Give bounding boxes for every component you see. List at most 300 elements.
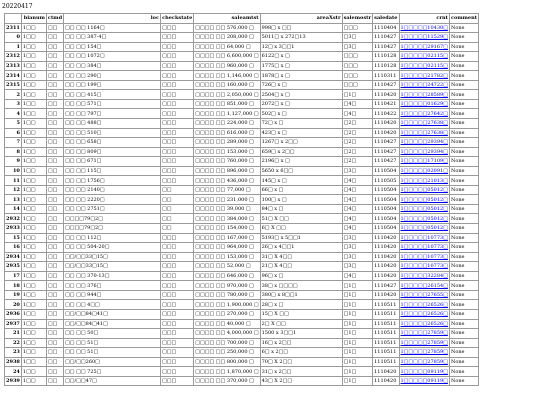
- table-row: [5, 357, 479, 367]
- crnt-link[interactable]: 1□□□□□05012□: [400, 215, 448, 222]
- table-cell: 1□□: [21, 52, 46, 62]
- table-cell: □2□: [342, 157, 373, 167]
- table-cell: □□□: [342, 52, 373, 62]
- table-cell: □□□□ □□ 851,000 □: [194, 99, 260, 109]
- crnt-link[interactable]: 1□□□□□17109□: [400, 158, 448, 165]
- table-cell: □□: [46, 338, 63, 348]
- table-cell: 2936: [6, 311, 20, 318]
- table-cell: 1□□: [21, 290, 46, 300]
- table-cell: None: [449, 71, 478, 81]
- table-cell: □□: [46, 128, 63, 138]
- table-cell: 10: [5, 166, 22, 176]
- table-row: [5, 185, 479, 195]
- crnt-link[interactable]: 1□□□□□05012□: [400, 187, 448, 194]
- crnt-link[interactable]: 1□□□□□05012□: [400, 196, 448, 203]
- table-cell: 1□□: [21, 357, 46, 367]
- table-cell: 100□ x □: [260, 195, 342, 205]
- table-cell: □1□: [342, 357, 373, 367]
- table-cell: 1110420: [373, 128, 399, 138]
- table-cell: 2934: [6, 253, 20, 260]
- table-cell: □□□: [161, 329, 194, 339]
- table-cell: 16□ x 2□□: [260, 338, 342, 348]
- table-cell: □□: [46, 367, 63, 377]
- table-cell: None: [449, 290, 478, 300]
- table-cell: None: [449, 376, 478, 386]
- table-cell: □□□: [342, 23, 373, 33]
- table-cell: 1267□ x 2□□: [260, 138, 342, 148]
- table-cell: 1□□: [21, 157, 46, 167]
- crnt-link[interactable]: 1□□□□□21782□: [400, 72, 448, 79]
- table-cell: □3□: [342, 33, 373, 43]
- table-cell: □□ □□ 1164□: [64, 23, 161, 33]
- table-cell: □□□: [161, 281, 194, 291]
- crnt-link[interactable]: 1□□□□□27859□: [400, 358, 448, 365]
- table-cell: □□: [46, 52, 63, 62]
- crnt-link[interactable]: 1□□□□□01629□: [400, 101, 448, 108]
- table-cell: 1□□: [21, 42, 46, 52]
- table-cell: 1110511: [373, 348, 399, 358]
- table-row: [5, 90, 479, 100]
- table-cell: 1110420: [373, 243, 399, 253]
- table-row: [5, 80, 479, 90]
- table-cell: None: [449, 109, 478, 119]
- table-cell: 5011□ x 272□13: [260, 33, 342, 43]
- table-body: [5, 23, 479, 386]
- table-cell: □□: [46, 80, 63, 90]
- crnt-link[interactable]: 1□□□□□27859□: [400, 330, 448, 337]
- table-cell: □□□□ □□ 960,000 □: [194, 61, 260, 71]
- table-row: [5, 61, 479, 71]
- table-cell: 1110427: [373, 157, 399, 167]
- table-cell: 145□ x □: [260, 176, 342, 186]
- table-cell: □□: [46, 214, 63, 224]
- table-cell: 1□□: [21, 300, 46, 310]
- crnt-link[interactable]: 1□□□□□27655□: [400, 292, 448, 299]
- table-cell: □□: [161, 204, 194, 214]
- table-row: [5, 376, 479, 386]
- table-cell: □4□: [342, 99, 373, 109]
- table-cell: None: [449, 185, 478, 195]
- table-cell: □1□: [342, 290, 373, 300]
- table-cell: 1775□ x □: [260, 61, 342, 71]
- table-cell: □1□: [342, 376, 373, 386]
- table-cell: 1□□: [21, 233, 46, 243]
- table-row: [5, 176, 479, 186]
- table-cell: □1□: [342, 367, 373, 377]
- table-row: [5, 338, 479, 348]
- column-header: [5, 14, 22, 24]
- table-cell: 1110420: [373, 290, 399, 300]
- table-cell: 22: [5, 338, 22, 348]
- table-cell: □□ □□ 376□: [64, 281, 161, 291]
- table-row: [5, 99, 479, 109]
- table-cell: 1□□: [21, 348, 46, 358]
- table-cell: None: [449, 138, 478, 148]
- table-cell: 6122□ x □: [260, 52, 342, 62]
- table-cell: □□□□ □□ 154,000 □: [194, 224, 260, 234]
- table-cell: 1□□: [21, 214, 46, 224]
- table-cell: □□□□ □□ 39,000 □: [194, 204, 260, 214]
- crnt-link[interactable]: 1□□□□□10773□: [400, 263, 448, 270]
- table-cell: □□□: [161, 61, 194, 71]
- table-cell: 1□□: [21, 33, 46, 43]
- table-cell: 423□ x □: [260, 128, 342, 138]
- table-row: [5, 195, 479, 205]
- table-cell: 1□□: [21, 166, 46, 176]
- table-cell: □□□□ □□ 231,000 □: [194, 195, 260, 205]
- table-cell: 1□□: [21, 90, 46, 100]
- table-cell: 11: [5, 176, 22, 186]
- table-cell: 2935: [6, 263, 20, 270]
- table-cell: □□ □□ 50□: [64, 329, 161, 339]
- table-cell: □□: [46, 290, 63, 300]
- table-cell: □□ □□ 2751□: [64, 204, 161, 214]
- table-cell: None: [449, 300, 478, 310]
- table-cell: □□ □□ 809□: [64, 147, 161, 157]
- table-cell: □□: [46, 329, 63, 339]
- table-cell: None: [449, 357, 478, 367]
- table-cell: □1□: [342, 300, 373, 310]
- table-cell: 1□□: [21, 119, 46, 129]
- crnt-link[interactable]: 1□□□□□02115□: [400, 63, 448, 69]
- table-cell: 1□□: [21, 61, 46, 71]
- table-cell: 1110420: [373, 233, 399, 243]
- crnt-link[interactable]: 1□□□□□05012□: [400, 225, 448, 232]
- table-cell: 1□□: [21, 271, 46, 281]
- crnt-link[interactable]: 1□□□□□10773□: [400, 234, 448, 241]
- table-cell: □□□: [161, 176, 194, 186]
- table-cell: 21: [5, 329, 22, 339]
- table-cell: None: [449, 224, 478, 234]
- table-cell: □□□□ □□ 800,000 □: [194, 357, 260, 367]
- table-cell: □□: [161, 224, 194, 234]
- table-cell: □□□□ □□ 77,000 □: [194, 185, 260, 195]
- column-header: salemostr: [343, 15, 372, 22]
- table-cell: 1□□: [21, 147, 46, 157]
- table-cell: 6□ X □□: [260, 224, 342, 234]
- table-cell: 1□□: [21, 262, 46, 272]
- table-row: [5, 243, 479, 253]
- table-cell: □□□: [161, 23, 194, 33]
- crnt-link[interactable]: 1□□□□□10773□: [400, 244, 448, 251]
- table-cell: □□□□79□2□: [64, 214, 161, 224]
- table-cell: □□□: [161, 52, 194, 62]
- data-table: [4, 13, 479, 386]
- table-cell: □□ □□ 51□: [64, 338, 161, 348]
- crnt-link[interactable]: 1□□□□□05012□: [400, 206, 448, 213]
- table-cell: None: [449, 157, 478, 167]
- table-cell: □□□□ □□ 896,000 □: [194, 166, 260, 176]
- table-cell: 1□□: [21, 329, 46, 339]
- table-cell: □□ □□ 1072□: [64, 52, 161, 62]
- table-cell: 2314: [6, 72, 20, 79]
- table-cell: □□ □□ 370-13□: [64, 271, 161, 281]
- crnt-link[interactable]: 1□□□□□27859□: [400, 349, 448, 356]
- column-header: saleamtst: [194, 14, 260, 24]
- table-cell: 2313: [6, 63, 20, 69]
- table-cell: 1110427: [373, 80, 399, 90]
- table-row: [5, 329, 479, 339]
- table-cell: □□□□ □□ 40,000 □: [194, 319, 260, 329]
- table-cell: □□: [46, 33, 63, 43]
- table-cell: □□□□ □□ 1,900,000 □: [195, 301, 259, 308]
- table-cell: □□□□ □□ 224,000 □: [194, 119, 260, 129]
- table-cell: □□□: [342, 61, 373, 71]
- table-cell: □1□: [342, 281, 373, 291]
- crnt-link[interactable]: 1□□□□□10430□: [400, 24, 448, 31]
- table-cell: □□□: [161, 309, 194, 319]
- table-row: [5, 290, 479, 300]
- table-cell: 1□□: [21, 185, 46, 195]
- table-cell: 20: [5, 300, 22, 310]
- table-cell: □□□: [161, 90, 194, 100]
- table-cell: 0: [5, 33, 22, 43]
- table-cell: □□: [46, 348, 63, 358]
- table-cell: 1110427: [373, 147, 399, 157]
- table-cell: 9: [5, 157, 22, 167]
- table-cell: □□: [46, 262, 63, 272]
- table-cell: 1110505: [373, 176, 399, 186]
- table-cell: None: [449, 99, 478, 109]
- table-cell: 1110128: [373, 52, 399, 62]
- table-cell: □□: [46, 185, 63, 195]
- table-cell: None: [449, 166, 478, 176]
- table-cell: □□□□ □□ 1,146,000 □: [195, 72, 259, 79]
- table-cell: □□□□ □□ 153,000 □: [194, 147, 260, 157]
- table-cell: 15: [5, 233, 22, 243]
- table-cell: □□□□ □□ 780,000 □: [194, 290, 260, 300]
- table-cell: 1110504: [373, 195, 399, 205]
- table-cell: 7: [5, 138, 22, 148]
- table-cell: □□: [161, 195, 194, 205]
- crnt-link[interactable]: 1□□□□□32284□: [400, 273, 448, 280]
- crnt-link[interactable]: 1□□□□□27638□: [400, 129, 448, 136]
- table-cell: None: [449, 329, 478, 339]
- table-row: [5, 157, 479, 167]
- table-cell: 1□□: [21, 99, 46, 109]
- table-cell: None: [449, 42, 478, 52]
- table-cell: □□□: [161, 338, 194, 348]
- table-cell: 1110420: [373, 252, 399, 262]
- crnt-link[interactable]: 1□□□□□28589□: [400, 91, 448, 98]
- table-cell: □2□: [342, 138, 373, 148]
- table-cell: None: [449, 61, 478, 71]
- table-row: [5, 204, 479, 214]
- table-cell: None: [449, 252, 478, 262]
- crnt-link[interactable]: 1□□□□□27642□: [400, 110, 448, 117]
- table-cell: 2072□ x □: [260, 99, 342, 109]
- crnt-link[interactable]: 1□□□□□27859□: [400, 339, 448, 346]
- table-cell: 84□ x □: [260, 204, 342, 214]
- crnt-link[interactable]: 1□□□□□10773□: [400, 253, 448, 260]
- table-cell: □□□: [161, 147, 194, 157]
- table-cell: None: [449, 23, 478, 33]
- table-row: [5, 147, 479, 157]
- table-cell: □1□: [342, 329, 373, 339]
- table-cell: 26□ x 4□□1: [260, 243, 342, 253]
- table-cell: □□: [46, 157, 63, 167]
- crnt-link[interactable]: 1□□□□□09119□: [400, 378, 448, 385]
- table-cell: 1□□: [21, 224, 46, 234]
- table-cell: 24: [5, 367, 22, 377]
- table-row: [5, 42, 479, 52]
- table-cell: 2932: [6, 215, 20, 222]
- table-cell: 1110511: [373, 300, 399, 310]
- table-cell: □□: [46, 319, 63, 329]
- table-cell: 2312: [6, 53, 20, 60]
- crnt-link[interactable]: 1□□□□□11529□: [400, 34, 448, 41]
- table-cell: 2311: [6, 24, 20, 31]
- table-cell: 1□□: [21, 319, 46, 329]
- table-cell: □□□: [161, 271, 194, 281]
- table-cell: □□□: [161, 300, 194, 310]
- table-cell: □□□□ □□ 208,000 □: [194, 33, 260, 43]
- crnt-link[interactable]: 1□□□□□02091□: [400, 168, 448, 175]
- table-cell: None: [449, 338, 478, 348]
- table-cell: □□□: [342, 71, 373, 81]
- table-cell: □□: [46, 176, 63, 186]
- table-cell: 1□□: [21, 252, 46, 262]
- table-cell: 31□ X 4□□: [260, 252, 342, 262]
- table-cell: 21□ X 4□□: [260, 262, 342, 272]
- table-cell: 2315: [6, 82, 20, 89]
- page-caption: 20220417: [2, 3, 33, 10]
- table-cell: □3□: [342, 243, 373, 253]
- table-row: [5, 71, 479, 81]
- table-cell: None: [449, 309, 478, 319]
- table-cell: 1110404: [373, 23, 399, 33]
- table-cell: 1110504: [373, 204, 399, 214]
- table-cell: None: [449, 243, 478, 253]
- table-cell: □□: [46, 23, 63, 33]
- table-cell: □□□□ □□ 1,127,000 □: [195, 110, 259, 117]
- table-cell: 1878□ x □: [260, 71, 342, 81]
- table-cell: □□: [161, 185, 194, 195]
- table-cell: 1110311: [373, 71, 399, 81]
- table-cell: □□□□ □□ 760,000 □: [194, 157, 260, 167]
- table-cell: 1□□: [21, 109, 46, 119]
- table-cell: 1□□: [21, 80, 46, 90]
- table-cell: □□: [46, 281, 63, 291]
- table-cell: □□ □□ 2220□: [64, 195, 161, 205]
- table-cell: 1110421: [373, 99, 399, 109]
- table-cell: 1110511: [373, 338, 399, 348]
- table-cell: □□□□ □□ 52,000 □: [194, 262, 260, 272]
- table-cell: □□□: [342, 80, 373, 90]
- table-cell: None: [449, 128, 478, 138]
- table-cell: 14: [5, 204, 22, 214]
- crnt-link[interactable]: 1□□□□□29394□: [400, 148, 448, 155]
- table-cell: □3□: [342, 42, 373, 52]
- table-cell: □□□□ □□ 270,000 □: [194, 309, 260, 319]
- crnt-link[interactable]: 1□□□□□29167□: [400, 43, 448, 50]
- table-cell: □□□□ □□ 436,000 □: [194, 176, 260, 186]
- table-cell: □□ □□ 415□: [64, 90, 161, 100]
- table-cell: □□□: [161, 71, 194, 81]
- table-cell: 18: [5, 281, 22, 291]
- table-cell: 998□ x □□: [260, 23, 342, 33]
- column-header: comment: [450, 15, 478, 22]
- crnt-link[interactable]: 1□□□□□26526□: [400, 320, 448, 327]
- table-cell: 8: [5, 147, 22, 157]
- table-cell: 1110420: [373, 376, 399, 386]
- table-cell: □□□□ □□ 576,000 □: [194, 23, 260, 33]
- crnt-link[interactable]: 1□□□□□21013□: [400, 177, 448, 184]
- table-cell: □□□: [161, 119, 194, 129]
- table-cell: □□□□ □□ 616,000 □: [194, 128, 260, 138]
- crnt-link[interactable]: 1□□□□□27638□: [400, 120, 448, 127]
- table-cell: □□: [46, 90, 63, 100]
- table-cell: 1110511: [373, 357, 399, 367]
- table-cell: 15□ X □□: [260, 309, 342, 319]
- table-cell: □□□: [161, 290, 194, 300]
- table-cell: □3□: [342, 233, 373, 243]
- crnt-link[interactable]: 1□□□□□26526□: [400, 301, 448, 308]
- table-cell: 1110504: [373, 214, 399, 224]
- table-cell: □3□: [342, 166, 373, 176]
- crnt-link[interactable]: 1□□□□□02115□: [400, 53, 448, 60]
- table-cell: 4: [5, 109, 22, 119]
- crnt-link[interactable]: 1□□□□□26526□: [400, 311, 448, 318]
- column-header: ctmd: [47, 15, 63, 22]
- table-row: [5, 128, 479, 138]
- crnt-link[interactable]: 1□□□□□09119□: [400, 368, 448, 375]
- table-cell: □3□: [342, 252, 373, 262]
- table-cell: 28□ x □: [260, 300, 342, 310]
- table-cell: □3□: [342, 262, 373, 272]
- table-cell: □□□: [161, 348, 194, 358]
- table-cell: □□□□ □□ 646,000 □: [194, 271, 260, 281]
- table-row: [5, 33, 479, 43]
- table-cell: None: [449, 348, 478, 358]
- table-cell: 72□ x □: [260, 119, 342, 129]
- table-cell: 1110504: [373, 166, 399, 176]
- table-cell: □□ □□ 4□□: [64, 300, 161, 310]
- table-row: [5, 262, 479, 272]
- table-cell: □□□: [161, 319, 194, 329]
- table-cell: 70□ X 2□□: [260, 357, 342, 367]
- table-cell: 1□□: [21, 204, 46, 214]
- crnt-link[interactable]: 1□□□□□24722□: [400, 82, 448, 89]
- table-cell: □□: [46, 300, 63, 310]
- table-cell: 16: [5, 243, 22, 253]
- table-cell: None: [449, 195, 478, 205]
- table-cell: □□: [46, 71, 63, 81]
- table-cell: 1□□: [21, 281, 46, 291]
- table-cell: None: [449, 233, 478, 243]
- table-cell: □□□□ □□ 289,000 □: [194, 138, 260, 148]
- table-cell: None: [449, 281, 478, 291]
- table-cell: □□: [46, 252, 63, 262]
- table-cell: □1□: [342, 319, 373, 329]
- table-cell: None: [449, 33, 478, 43]
- crnt-link[interactable]: 1□□□□□29394□: [400, 139, 448, 146]
- table-cell: None: [449, 214, 478, 224]
- table-cell: □□: [46, 166, 63, 176]
- table-cell: □□ □□ 387-4□: [64, 33, 161, 43]
- table-row: [5, 214, 479, 224]
- table-cell: 6□ x 2□□: [260, 348, 342, 358]
- table-cell: □□: [46, 99, 63, 109]
- table-cell: □4□: [342, 204, 373, 214]
- table-cell: □□/□□33□15□: [64, 262, 161, 272]
- table-cell: □□ □□ 488□: [64, 119, 161, 129]
- table-cell: 380□ x 8□□1: [260, 290, 342, 300]
- table-cell: □□□□ □□ 370,000 □: [194, 376, 260, 386]
- table-cell: □4□: [342, 271, 373, 281]
- crnt-link[interactable]: 1□□□□□26154□: [400, 282, 448, 289]
- table-cell: 2939: [6, 378, 20, 385]
